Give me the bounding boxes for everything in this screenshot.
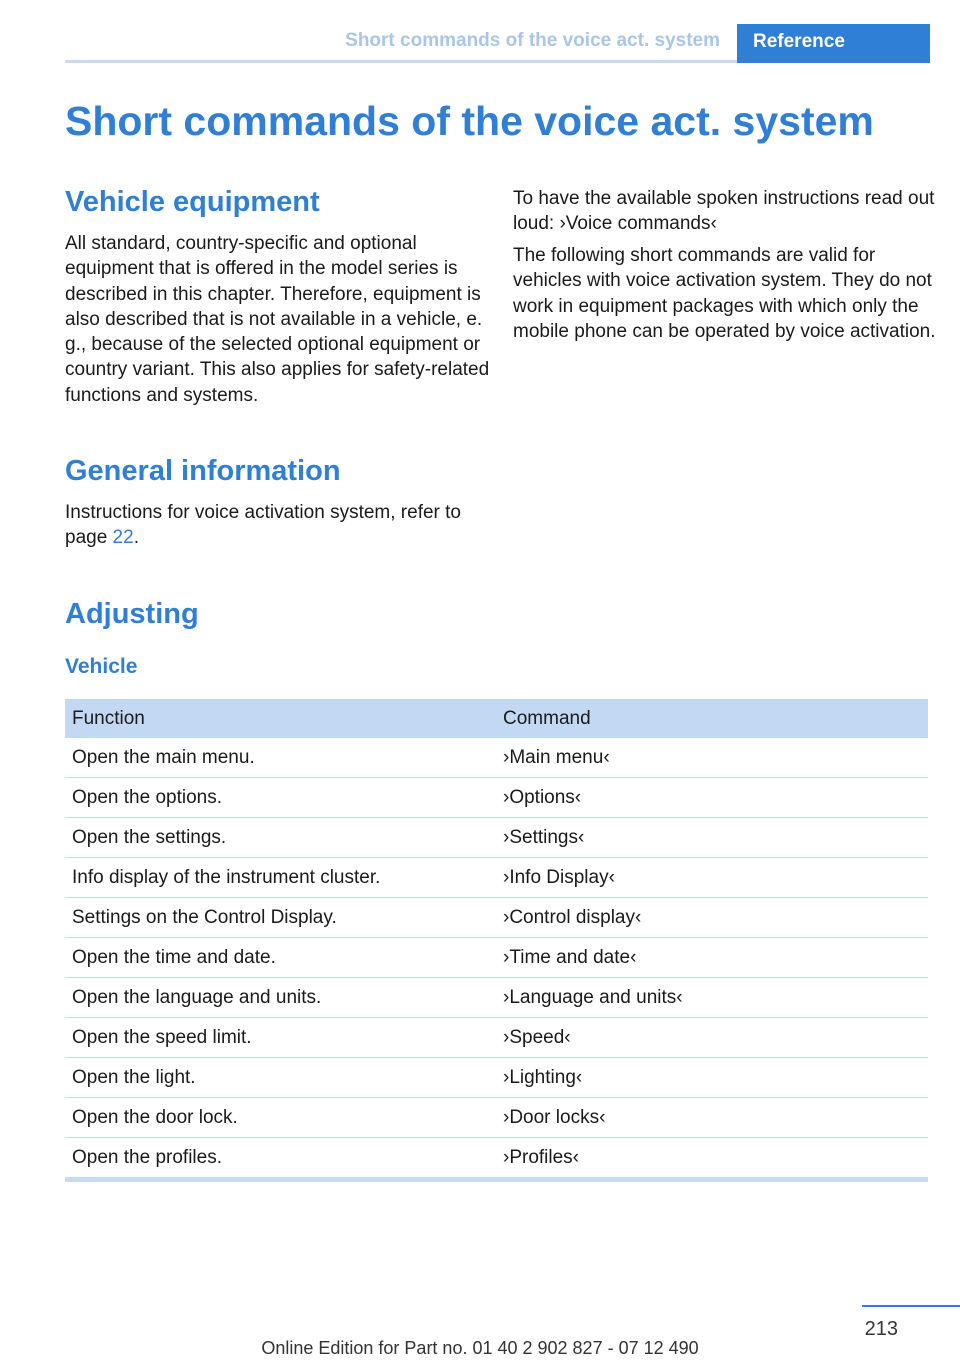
table-row: [65, 818, 928, 858]
command-cell: ›Door locks‹: [496, 1098, 928, 1138]
command-cell: ›Language and units‹: [496, 978, 928, 1018]
vehicle-equipment-text: All standard, country-specific and optional equipment that is offered in the model series is described in this chapter. Therefore, equipment is also described that is not available in a vehicle, e. g., because of the selected optional equipment or country variant. This also applies for safety-related functions and systems.: [65, 233, 490, 406]
table-row: [65, 1138, 928, 1178]
subheading-vehicle: Vehicle: [65, 655, 138, 678]
function-cell: Open the profiles.: [65, 1138, 496, 1178]
function-cell: Info display of the instrument cluster.: [65, 858, 496, 898]
page-number-rule: [862, 1305, 960, 1307]
command-cell: ›Control display‹: [496, 898, 928, 938]
table-row: [65, 1098, 928, 1138]
table-row: [65, 1018, 928, 1058]
table-row: [65, 898, 928, 938]
table-bottom-rule: [65, 1178, 928, 1182]
table-row: [65, 1058, 928, 1098]
header-section-title: Short commands of the voice act. system: [345, 30, 720, 51]
function-cell: Open the main menu.: [65, 738, 496, 778]
commands-table: [65, 699, 928, 1178]
command-cell: ›Settings‹: [496, 818, 928, 858]
column-header-command: Command: [496, 699, 928, 738]
voice-commands-instruction: To have the available spoken instructions read out loud: ›Voice commands‹: [513, 188, 935, 235]
command-cell: ›Profiles‹: [496, 1138, 928, 1178]
function-cell: Open the options.: [65, 778, 496, 818]
command-cell: ›Options‹: [496, 778, 928, 818]
heading-adjusting: Adjusting: [65, 598, 199, 630]
command-cell: ›Speed‹: [496, 1018, 928, 1058]
command-cell: ›Time and date‹: [496, 938, 928, 978]
command-cell: ›Info Display‹: [496, 858, 928, 898]
table-row: [65, 938, 928, 978]
short-commands-validity-text: The following short commands are valid for vehicles with voice activation system. They do not work in equipment packages with which only the mobile phone can be operated by voice activation.: [513, 245, 936, 342]
page-link[interactable]: 22: [112, 527, 134, 549]
function-cell: Settings on the Control Display.: [65, 898, 496, 938]
table-row: [65, 778, 928, 818]
table-row: [65, 978, 928, 1018]
general-information-text-after: .: [133, 527, 139, 549]
table-row: [65, 738, 928, 778]
function-cell: Open the settings.: [65, 818, 496, 858]
page-number: 213: [864, 1318, 898, 1340]
general-information-text: [65, 500, 490, 551]
command-cell: ›Main menu‹: [496, 738, 928, 778]
heading-vehicle-equipment: Vehicle equipment: [65, 186, 320, 218]
general-information-text-before: Instructions for voice activation system, refer to page: [65, 502, 461, 549]
function-cell: Open the speed limit.: [65, 1018, 496, 1058]
command-cell: ›Lighting‹: [496, 1058, 928, 1098]
table-row: [65, 858, 928, 898]
header-tab-reference[interactable]: Reference: [737, 24, 930, 63]
heading-general-information: General information: [65, 455, 341, 487]
function-cell: Open the time and date.: [65, 938, 496, 978]
footer-edition: Online Edition for Part no. 01 40 2 902 827 - 07 12 490: [261, 1338, 699, 1358]
function-cell: Open the light.: [65, 1058, 496, 1098]
table-header-row: [65, 699, 928, 738]
function-cell: Open the door lock.: [65, 1098, 496, 1138]
function-cell: Open the language and units.: [65, 978, 496, 1018]
page-title: Short commands of the voice act. system: [65, 98, 874, 144]
column-header-function: Function: [65, 699, 496, 738]
